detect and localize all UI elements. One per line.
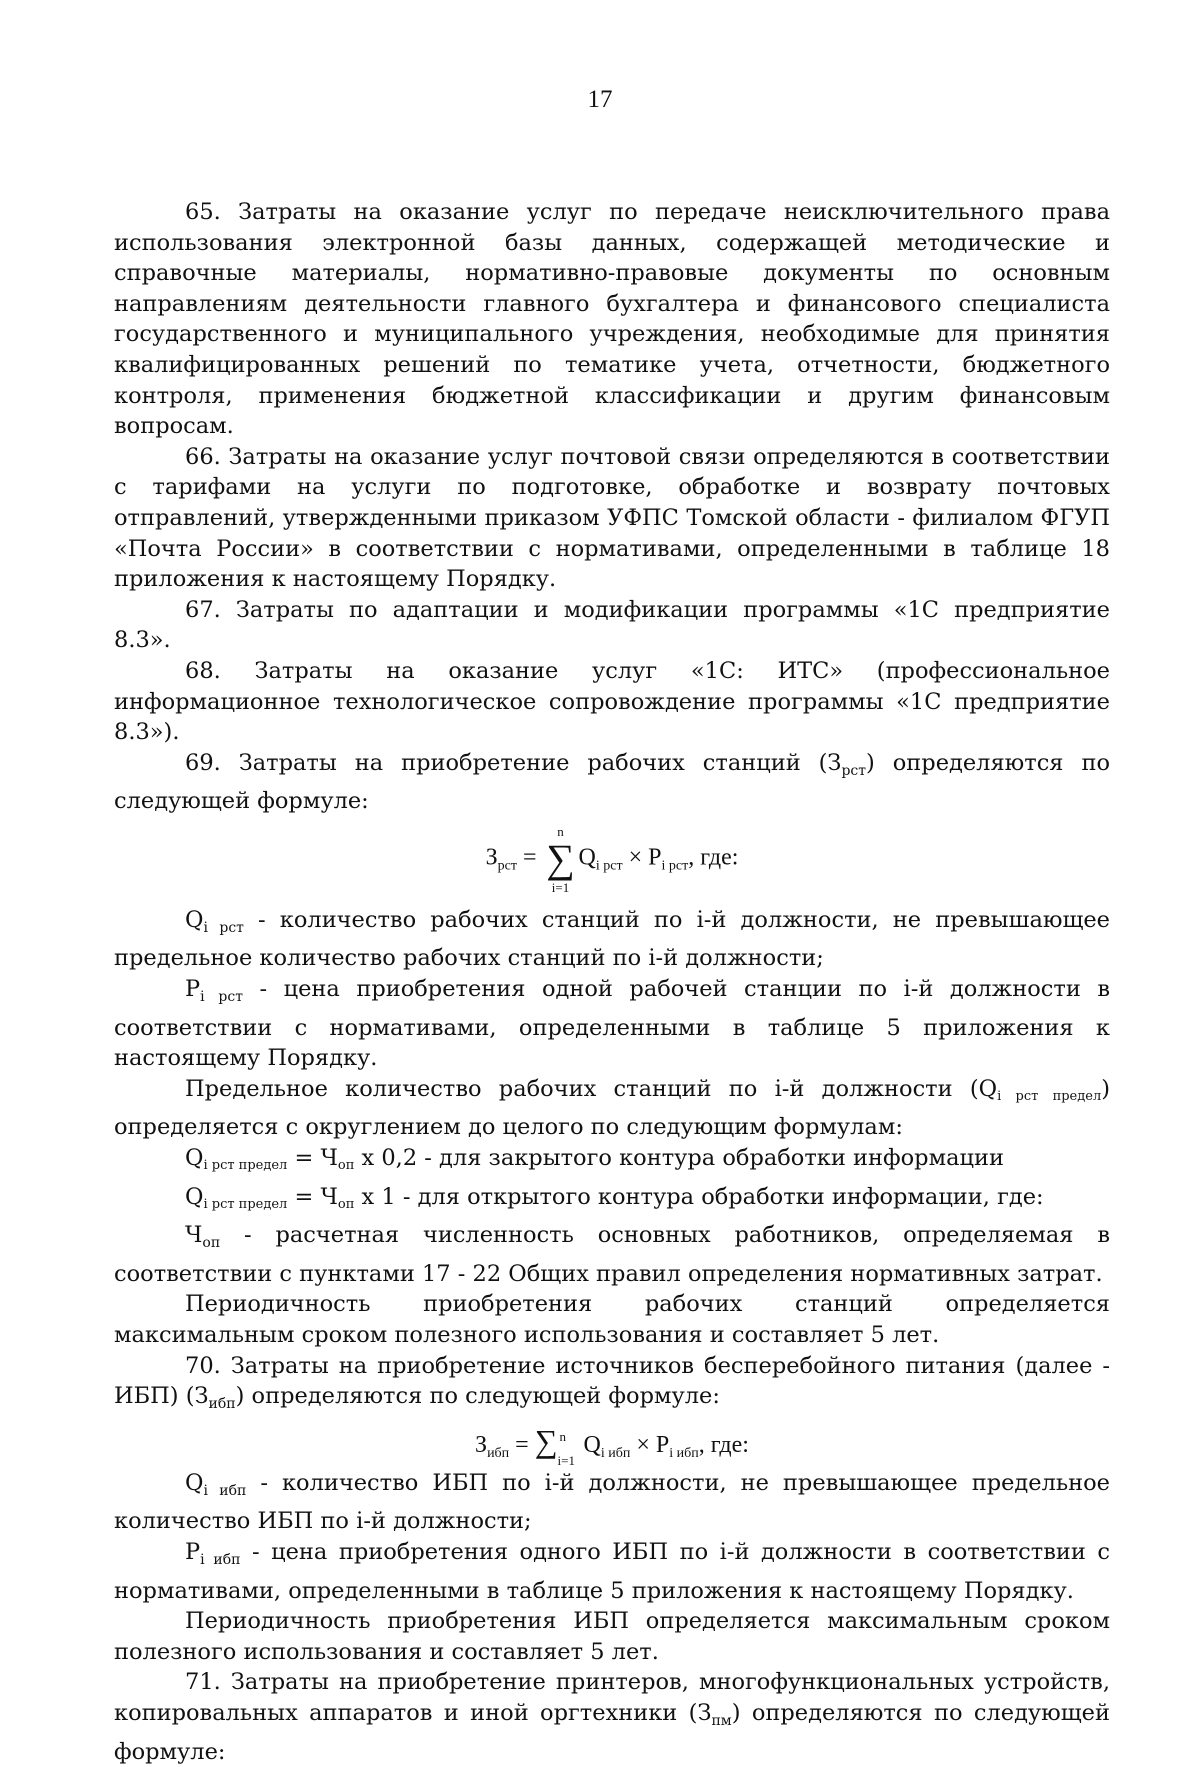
definition-p-ibp: $P_{i ибп}$ - цена приобретения одного ИБП по i-й должности в соответствии с нормативами, определенными в таблице 5 приложения к настоящему Порядку. [114,1538,1111,1604]
definition-q-rst: $Q_{i рст}$ - количество рабочих станций по i-й должности, не превышающее предельное количество рабочих станций по i-й должности; [114,906,1110,972]
limit-closed-formula: Qi рст предел = Чоп х 0,2 - для закрытого контура обработки информации [185,1145,1004,1174]
limit-intro: Предельное количество рабочих станций по i-й должности (Qi рст предел) определяется с округлением до целого по следующим формулам: [114,1075,1110,1141]
paragraph-67: 67. Затраты по адаптации и модификации программы «1С предприятие 8.3». [114,596,1110,654]
document-body [114,197,1110,1767]
period-ups: Периодичность приобретения ИБП определяется максимальным сроком полезного использования и составляет 5 лет. [114,1608,1110,1665]
paragraph-68: 68. Затраты на оказание услуг «1С: ИТС» (профессиональное информационное технологическое сопровождение программы «1С предприятие 8.3»). [114,657,1110,746]
limit-open-formula: Qi рст предел = Чоп х 1 - для открытого контура обработки информации, где: [185,1183,1044,1212]
sum-symbol-inline: ∑ [534,1422,558,1459]
period-workstations: Периодичность приобретения рабочих станций определяется максимальным сроком полезного использования и составляет 5 лет. [114,1291,1110,1348]
paragraph-71: 71. Затраты на приобретение принтеров, многофункциональных устройств, копировальных аппаратов и иной оргтехники $(З_{пм})$ определяются по следующей формуле: [114,1669,1110,1765]
paragraph-66: 66. Затраты на оказание услуг почтовой связи определяются в соответствии с тарифами на услуги по подготовке, обработке и возврату почтовых отправлений, утвержденными приказом УФПС Томской области - филиалом ФГУП «Почта России» в соответствии с нормативами, определенными в таблице 18 приложения к настоящему Порядку. [114,443,1110,593]
sum-symbol: n ∑ i=1 [546,823,575,895]
definition-chop: $Ч_{оп}$ - расчетная численность основных работников, определяемая в соответствии с пунктами 17 - 22 Общих правил определения нормативных затрат. [114,1222,1110,1287]
paragraph-69: 69. Затраты на приобретение рабочих станций $(З_{рст})$ определяются по следующей формуле: [114,749,1110,815]
formula-ups: $З_{ибп}$ = ∑ n i=1 $Q_{i ибп} \times P_{i ибп}$, где: [475,1422,749,1469]
paragraph-70: 70. Затраты на приобретение источников бесперебойного питания (далее - ИБП) $(З_{ибп})$ определяются по следующей формуле: [114,1352,1110,1413]
paragraph-65: 65. Затраты на оказание услуг по передаче неисключительного права использования электронной базы данных, содержащей методические и справочные материалы, нормативно-правовые документы по основным направлениям деятельности главного бухгалтера и финансового специалиста государственного и муниципального учреждения, необходимые для принятия квалифицированных решений по тематике учета, отчетности, бюджетного контроля, применения бюджетной классификации и другим финансовым вопросам. [114,199,1110,440]
definition-q-ibp: $Q_{i ибп}$ - количество ИБП по i-й должности, не превышающее предельное количество ИБП по i-й должности; [114,1469,1110,1535]
formula-workstations: $З_{рст}$ = n ∑ i=1 $Q_{i рст} \times P_{i рст}$, где: [485,823,739,895]
definition-p-rst: $P_{i рст}$ - цена приобретения одной рабочей станции по i-й должности в соответствии с нормативами, определенными в таблице 5 приложения к настоящему Порядку. [114,976,1110,1072]
page-number: 17 [587,86,613,113]
